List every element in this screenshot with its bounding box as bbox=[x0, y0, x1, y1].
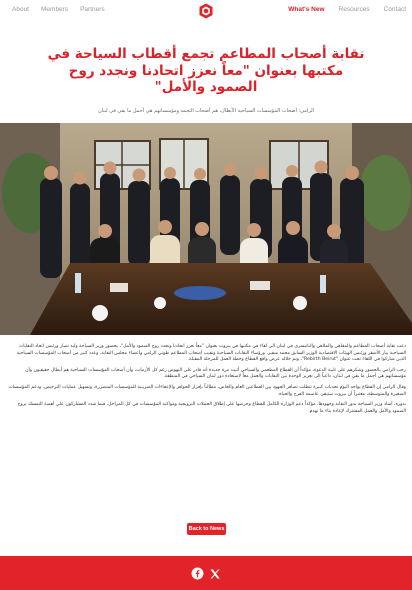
nav-link-members[interactable]: Members bbox=[41, 6, 69, 13]
photo-caption: الرامي: أصحاب المؤسسات السياحية الأبطال، هم أصحاب النجمة ومؤسساتهم هي أجمل ما بقي في لبنان bbox=[97, 108, 315, 114]
nav-link-partners[interactable]: Partners bbox=[80, 6, 105, 13]
nav-right-links bbox=[288, 6, 406, 13]
article-paragraph: رحب الرامي بالحضور وشكرهم على تلبية الدعوة، مؤكداً أن القطاع المطعمي والسياحي أثبت مرة جديدة أنه قادر على النهوض رغم كل الأزمات، وأن أصحاب المؤسسات السياحية هم أبطال حقيقيون وأن مؤسساتهم هي أجمل ما بقي في لبنان، داعياً الى تعزيز الوحدة بين النقابات والعمل معاً لاستعادة دور لبنان السياحي في المنطقة. bbox=[25, 367, 406, 380]
headline-line-2: مكتبها بعنوان "معاً نعزز اتحادنا ونجدد روح bbox=[68, 62, 344, 79]
facebook-link[interactable] bbox=[191, 567, 204, 580]
article-paragraph: دعت نقابة أصحاب المطاعم والمقاهي والملاهي والباتيسري في لبنان الى لقاء في مكتبها في بيروت بعنوان "معاً نعزز اتحادنا ونجدد روح الصمود والأمل"، بحضور وزير السياحة وليد نصار ورئيس اتحاد النقابات السياحية بيار الأشقر ورئيس الهيئات الاقتصادية الوزير السابق محمد شقير، ورؤساء النقابات السياحية ونقيب أصحاب المطاعم طوني الرامي وأعضاء مجلس النقابة، وعدد كبير من أصحاب المؤسسات السياحية الذين شاركوا في اللقاء تحت عنوان "Rebirth Beirut"، وتم خلاله عرض واقع القطاع وخطة العمل للمرحلة المقبلة. bbox=[16, 344, 406, 363]
site-footer bbox=[0, 556, 412, 590]
x-twitter-link[interactable] bbox=[208, 567, 221, 580]
nav-left-links bbox=[12, 6, 105, 13]
nav-link-whats-new[interactable]: What's New bbox=[288, 6, 325, 13]
site-logo[interactable] bbox=[199, 3, 213, 19]
top-navigation bbox=[0, 0, 412, 22]
article-paragraph: وقال الرامي إن القطاع يواجه اليوم تحديات كبيرة تتطلب تضافر الجهود بين القطاعين العام والخاص، مطالباً بإقرار الحوافز والإعفاءات الضريبية للمؤسسات المتضررة، وتسهيل عمليات الترخيص، ودعم المؤسسات الصغيرة والمتوسطة، معتبراً أن بيروت ستبقى عاصمة الفرح والحياة. bbox=[8, 384, 406, 397]
facebook-icon bbox=[191, 567, 204, 580]
nav-link-contact[interactable]: Contact bbox=[383, 6, 406, 13]
headline-line-1: نقابة أصحاب المطاعم تجمع أقطاب السياحة في bbox=[47, 46, 365, 62]
back-to-news-button[interactable]: Back to News bbox=[187, 523, 226, 535]
article-photo bbox=[0, 123, 412, 335]
group-photo-illustration bbox=[0, 123, 412, 335]
article-paragraph: بدوره، أشاد وزير السياحة بدور النقابة وجهودها، مؤكداً دعم الوزارة الكامل للقطاع وحرصها على إطلاق الحملات الترويجية ومواكبة المؤسسات في كل المراحل، فيما شدد المشاركون على أهمية التمسك بروح الصمود والأمل والعمل المشترك لإعادة بناء ما تهدم. bbox=[17, 402, 406, 414]
article-headline bbox=[40, 46, 372, 96]
article-body bbox=[6, 344, 406, 419]
x-twitter-icon bbox=[209, 568, 221, 580]
red-hexagon-logo-icon bbox=[199, 3, 213, 19]
headline-line-3: الصمود والأمل" bbox=[154, 79, 258, 95]
nav-link-resources[interactable]: Resources bbox=[338, 6, 370, 13]
nav-link-about[interactable]: About bbox=[12, 6, 29, 13]
